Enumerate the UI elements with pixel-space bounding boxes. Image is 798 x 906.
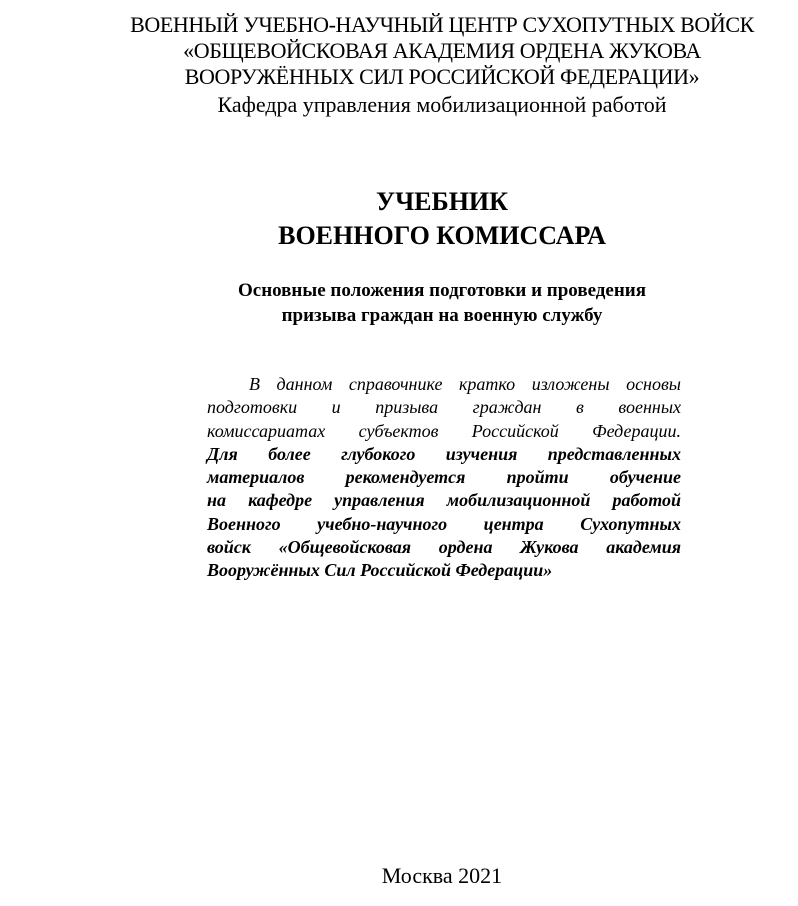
abstract-bold-line: Вооружённых Сил Российской Федерации» (207, 560, 553, 581)
book-subtitle (42, 278, 798, 328)
abstract-bold-line: материалов рекомендуется пройти обучение (207, 467, 681, 488)
abstract-line: В данном справочнике кратко изложены основы (249, 374, 681, 394)
title-line: УЧЕБНИК (376, 187, 508, 216)
publication-place-year: Москва 2021 (381, 863, 503, 888)
institution-line: ВООРУЖЁННЫХ СИЛ РОССИЙСКОЙ ФЕДЕРАЦИИ» (184, 64, 700, 89)
abstract-bold-line: на кафедре управления мобилизационной работой (207, 490, 681, 511)
abstract-bold-line: Для более глубокого изучения представленных (207, 443, 681, 464)
abstract-paragraph (207, 373, 681, 583)
abstract-bold-line: Военного учебно-научного центра Сухопутных (207, 513, 681, 534)
book-title (42, 185, 798, 253)
institution-line: «ОБЩЕВОЙСКОВАЯ АКАДЕМИЯ ОРДЕНА ЖУКОВА (183, 38, 701, 63)
abstract-line: подготовки и призыва граждан в военных (207, 397, 681, 418)
abstract-bold-line: войск «Общевойсковая ордена Жукова академия (207, 537, 681, 558)
institution-line: ВОЕННЫЙ УЧЕБНО-НАУЧНЫЙ ЦЕНТР СУХОПУТНЫХ ВОЙСК (130, 12, 754, 37)
subtitle-line: Основные положения подготовки и проведения (237, 280, 646, 301)
abstract-line: комиссариатах субъектов Российской Федерации. (207, 420, 681, 441)
subtitle-line: призыва граждан на военную службу (281, 305, 603, 326)
institution-name (42, 12, 798, 90)
department-name: Кафедра управления мобилизационной работой (217, 92, 667, 117)
title-line: ВОЕННОГО КОМИССАРА (278, 221, 606, 250)
